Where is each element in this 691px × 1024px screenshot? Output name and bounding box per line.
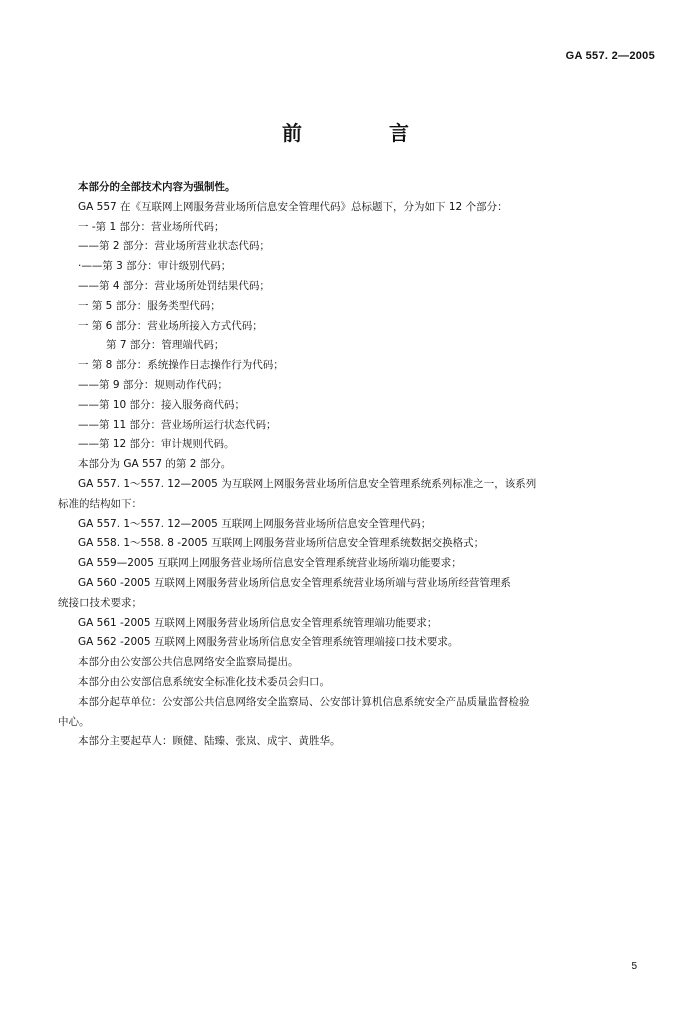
page-number: 5 bbox=[631, 961, 637, 972]
structure-item: 统接口技术要求； bbox=[58, 596, 142, 609]
list-item: ——第 11 部分：营业场所运行状态代码； bbox=[78, 418, 277, 431]
structure-item: GA 562 -2005 互联网上网服务营业场所信息安全管理系统管理端接口技术要求。 bbox=[78, 636, 459, 649]
paragraph-line: GA 557. 1～557. 12—2005 为互联网上网服务营业场所信息安全管理系统系列标准之一，该系列 bbox=[78, 477, 537, 490]
paragraph-line: 中心。 bbox=[58, 715, 90, 728]
list-item: ——第 4 部分：营业场所处罚结果代码； bbox=[78, 279, 270, 292]
paragraph-line: 本部分由公安部信息系统安全标准化技术委员会归口。 bbox=[78, 675, 330, 688]
list-item: 一 -第 1 部分：营业场所代码； bbox=[78, 220, 225, 233]
list-item: 一 第 8 部分：系统操作日志操作行为代码； bbox=[78, 359, 284, 372]
foreword-body bbox=[58, 178, 658, 752]
paragraph-line: 本部分的全部技术内容为强制性。 bbox=[78, 181, 236, 193]
list-item: 第 7 部分：管理端代码； bbox=[106, 339, 225, 352]
list-item: ——第 2 部分：营业场所营业状态代码； bbox=[78, 240, 270, 253]
list-item: 一 第 5 部分：服务类型代码； bbox=[78, 299, 221, 312]
paragraph-line: GA 557 在《互联网上网服务营业场所信息安全管理代码》总标题下，分为如下 12 个部分： bbox=[78, 200, 508, 213]
list-item: 一 第 6 部分：营业场所接入方式代码； bbox=[78, 319, 263, 332]
list-item: ——第 12 部分：审计规则代码。 bbox=[78, 438, 235, 451]
paragraph-line: 本部分为 GA 557 的第 2 部分。 bbox=[78, 458, 232, 471]
list-item: ·——第 3 部分：审计级别代码； bbox=[78, 260, 232, 273]
standard-code: GA 557. 2—2005 bbox=[565, 50, 655, 62]
paragraph-line: 本部分由公安部公共信息网络安全监察局提出。 bbox=[78, 656, 299, 669]
page-title: 前 言 bbox=[282, 121, 449, 145]
structure-item: GA 557. 1～557. 12—2005 互联网上网服务营业场所信息安全管理代码； bbox=[78, 517, 432, 530]
structure-item: GA 558. 1～558. 8 -2005 互联网上网服务营业场所信息安全管理系统数据交换格式； bbox=[78, 537, 485, 550]
list-item: ——第 10 部分：接入服务商代码； bbox=[78, 398, 246, 411]
structure-item: GA 559—2005 互联网上网服务营业场所信息安全管理系统营业场所端功能要求； bbox=[78, 557, 462, 570]
paragraph-line: 标准的结构如下： bbox=[58, 497, 142, 510]
list-item: ——第 9 部分：规则动作代码； bbox=[78, 378, 228, 391]
structure-item: GA 560 -2005 互联网上网服务营业场所信息安全管理系统营业场所端与营业场所经营管理系 bbox=[78, 576, 511, 589]
structure-item: GA 561 -2005 互联网上网服务营业场所信息安全管理系统管理端功能要求； bbox=[78, 616, 438, 629]
paragraph-line: 本部分主要起草人：顾健、陆臻、张岚、成宇、黄胜华。 bbox=[78, 735, 341, 748]
paragraph-line: 本部分起草单位：公安部公共信息网络安全监察局、公安部计算机信息系统安全产品质量监督检验 bbox=[78, 695, 530, 708]
